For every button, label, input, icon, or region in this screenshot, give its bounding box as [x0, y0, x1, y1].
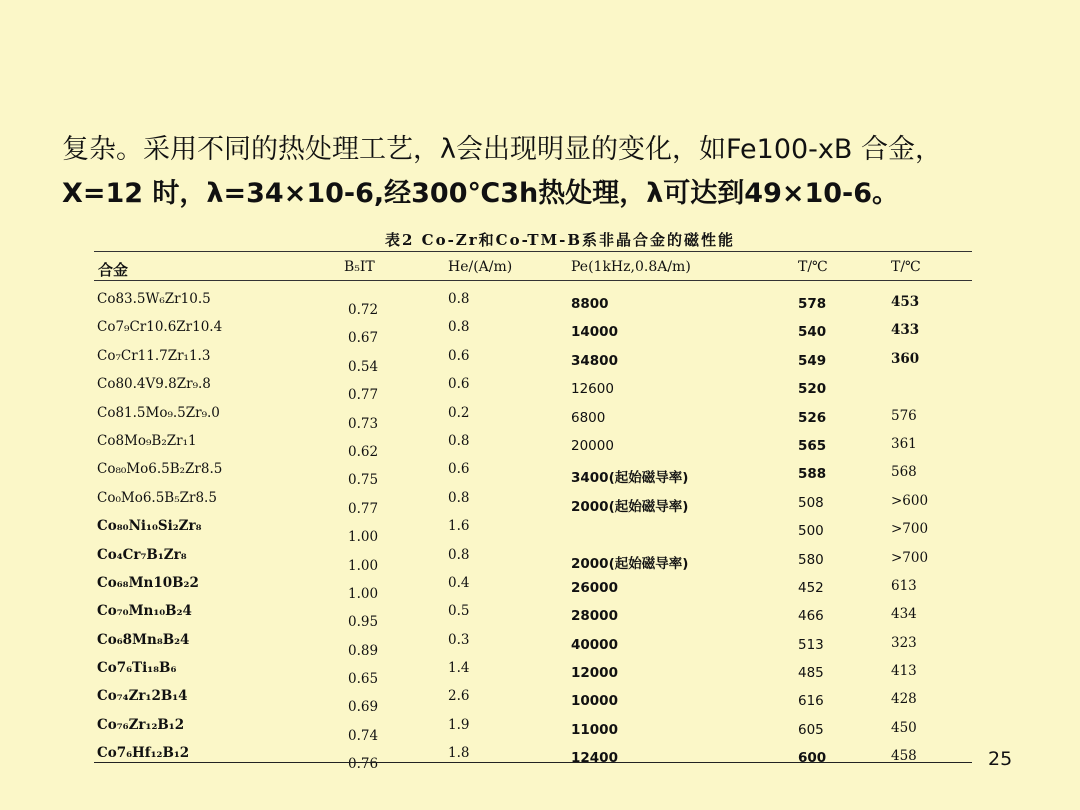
cell-hc: 0.3 [448, 631, 470, 648]
cell-bs: 0.76 [348, 756, 379, 773]
cell-bs: 1.00 [348, 585, 379, 602]
cell-alloy: Co81.5Mo₉.5Zr₉.0 [97, 404, 220, 421]
cell-bs: 1.00 [348, 529, 379, 546]
cell-hc: 0.8 [448, 291, 470, 307]
table-row [94, 686, 972, 714]
cell-temp-2: 428 [891, 691, 917, 708]
cell-bs: 0.54 [348, 358, 379, 375]
cell-permeability: 2000(起始磁导率) [571, 555, 689, 572]
table-row [94, 516, 972, 544]
cell-temp-1: 565 [798, 437, 827, 454]
cell-temp-1: 580 [798, 551, 824, 568]
table-row [94, 545, 972, 573]
cell-temp-1: 540 [798, 324, 827, 341]
cell-permeability: 28000 [571, 608, 618, 625]
cell-permeability: 6800 [571, 409, 606, 426]
table-row [94, 601, 972, 629]
table-top-rule [94, 251, 972, 252]
cell-temp-1: 508 [798, 494, 824, 511]
cell-hc: 0.2 [448, 404, 470, 421]
cell-temp-1: 500 [798, 523, 824, 540]
cell-alloy: Co₇₄Zr₁2B₁4 [97, 688, 188, 705]
table-row [94, 431, 972, 459]
cell-bs: 0.65 [348, 671, 379, 688]
cell-permeability: 10000 [571, 693, 618, 710]
intro-line-1: 复杂。采用不同的热处理工艺，λ会出现明显的变化，如Fe100-xB 合金， [62, 134, 943, 165]
cell-bs: 0.72 [348, 302, 379, 318]
cell-alloy: Co80.4V9.8Zr₉.8 [97, 376, 211, 393]
cell-hc: 0.5 [448, 603, 470, 620]
cell-hc: 0.8 [448, 546, 470, 563]
cell-hc: 1.4 [448, 660, 470, 677]
cell-alloy: Co₈₀Mo6.5B₂Zr8.5 [97, 461, 223, 478]
cell-alloy: Co₆₈Mn10B₂2 [97, 574, 199, 591]
header-bs: B₅IT [344, 259, 375, 275]
cell-bs: 0.74 [348, 727, 379, 744]
cell-temp-1: 578 [798, 296, 827, 312]
cell-temp-2: 413 [891, 663, 917, 680]
cell-bs: 0.62 [348, 443, 379, 460]
cell-alloy: Co₇Cr11.7Zr₁1.3 [97, 347, 211, 364]
cell-temp-2: 433 [891, 322, 920, 339]
table-body [94, 289, 972, 772]
cell-temp-2: >700 [891, 549, 929, 566]
cell-hc: 0.6 [448, 347, 470, 364]
cell-permeability: 40000 [571, 636, 618, 653]
cell-hc: 1.6 [448, 518, 470, 535]
cell-bs: 0.67 [348, 330, 379, 347]
cell-hc: 0.8 [448, 319, 470, 336]
cell-hc: 2.6 [448, 688, 470, 705]
cell-temp-1: 588 [798, 466, 827, 483]
table-row [94, 403, 972, 431]
cell-hc: 0.6 [448, 376, 470, 393]
table-caption: 表2 Co-Zr和Co-TM-B系非晶合金的磁性能 [384, 231, 736, 249]
cell-alloy: Co₇₆Zr₁₂B₁2 [97, 716, 185, 733]
cell-permeability: 34800 [571, 352, 618, 369]
cell-temp-2: 568 [891, 464, 917, 481]
cell-alloy: Co7₉Cr10.6Zr10.4 [97, 319, 223, 336]
cell-temp-1: 485 [798, 665, 824, 682]
cell-temp-2: >700 [891, 521, 929, 538]
cell-temp-1: 520 [798, 381, 827, 398]
intro-line-2: X=12 时，λ=34×10-6,经300℃3h热处理，λ可达到49×10-6。 [62, 178, 900, 209]
cell-hc: 0.4 [448, 574, 470, 591]
cell-temp-2: 361 [891, 435, 917, 452]
cell-alloy: Co₆8Mn₈B₂4 [97, 631, 190, 648]
header-temp-2: T/℃ [891, 259, 921, 275]
cell-alloy: Co₈₀Ni₁₀Si₂Zr₈ [97, 518, 202, 535]
cell-hc: 1.9 [448, 716, 470, 733]
cell-temp-1: 466 [798, 608, 824, 625]
cell-alloy: Co7₆Hf₁₂B₁2 [97, 745, 190, 762]
table-row [94, 374, 972, 402]
cell-hc: 1.8 [448, 745, 470, 762]
cell-temp-1: 600 [798, 750, 827, 767]
cell-temp-2: 450 [891, 719, 917, 736]
cell-hc: 0.8 [448, 432, 470, 449]
cell-alloy: Co₄Cr₇B₁Zr₈ [97, 546, 187, 563]
cell-temp-1: 549 [798, 352, 827, 369]
table-row [94, 459, 972, 487]
cell-temp-1: 513 [798, 636, 824, 653]
table-row [94, 573, 972, 601]
table-row [94, 317, 972, 345]
cell-bs: 1.00 [348, 557, 379, 574]
cell-permeability: 26000 [571, 579, 618, 596]
table-row [94, 630, 972, 658]
cell-temp-1: 605 [798, 721, 824, 738]
cell-temp-2: >600 [891, 492, 929, 509]
cell-permeability: 3400(起始磁导率) [571, 470, 689, 487]
table-bottom-rule [94, 762, 972, 763]
cell-alloy: Co₇₀Mn₁₀B₂4 [97, 603, 192, 620]
cell-temp-2: 323 [891, 634, 917, 651]
cell-permeability: 12600 [571, 381, 614, 398]
cell-alloy: Co83.5W₆Zr10.5 [97, 291, 211, 307]
cell-alloy: Co8Mo₉B₂Zr₁1 [97, 432, 197, 449]
page-number: 25 [988, 748, 1013, 770]
cell-hc: 0.6 [448, 461, 470, 478]
cell-alloy: Co₀Mo6.5B₅Zr8.5 [97, 489, 217, 506]
cell-permeability: 2000(起始磁导率) [571, 498, 689, 515]
header-temp-1: T/℃ [798, 259, 828, 275]
cell-temp-2: 453 [891, 294, 920, 310]
cell-bs: 0.69 [348, 699, 379, 716]
header-hc: He/(A/m) [448, 259, 513, 275]
cell-bs: 0.75 [348, 472, 379, 489]
cell-permeability: 14000 [571, 324, 618, 341]
cell-temp-2: 434 [891, 606, 917, 623]
cell-temp-1: 526 [798, 409, 827, 426]
header-alloy: 合金 [98, 261, 129, 279]
cell-permeability: 12400 [571, 750, 618, 767]
table-row [94, 715, 972, 743]
cell-permeability: 20000 [571, 437, 614, 454]
table-row [94, 743, 972, 771]
cell-bs: 0.89 [348, 642, 379, 659]
table-header-rule [94, 280, 972, 281]
cell-permeability: 8800 [571, 296, 609, 312]
cell-temp-1: 452 [798, 579, 824, 596]
cell-permeability: 11000 [571, 721, 618, 738]
table-row [94, 658, 972, 686]
table-row [94, 488, 972, 516]
cell-temp-1: 616 [798, 693, 824, 710]
table-row [94, 289, 972, 317]
cell-temp-2: 576 [891, 407, 917, 424]
intro-paragraph [62, 128, 1022, 216]
cell-hc: 0.8 [448, 489, 470, 506]
cell-bs: 0.95 [348, 614, 379, 631]
cell-temp-2: 458 [891, 748, 917, 765]
cell-bs: 0.73 [348, 415, 379, 432]
header-permeability: Pe(1kHz,0.8A/m) [571, 259, 691, 275]
cell-bs: 0.77 [348, 387, 379, 404]
cell-bs: 0.77 [348, 500, 379, 517]
table-row [94, 346, 972, 374]
cell-permeability: 12000 [571, 665, 618, 682]
cell-alloy: Co7₆Ti₁₈B₆ [97, 660, 177, 677]
cell-temp-2: 613 [891, 577, 917, 594]
cell-temp-2: 360 [891, 350, 920, 367]
